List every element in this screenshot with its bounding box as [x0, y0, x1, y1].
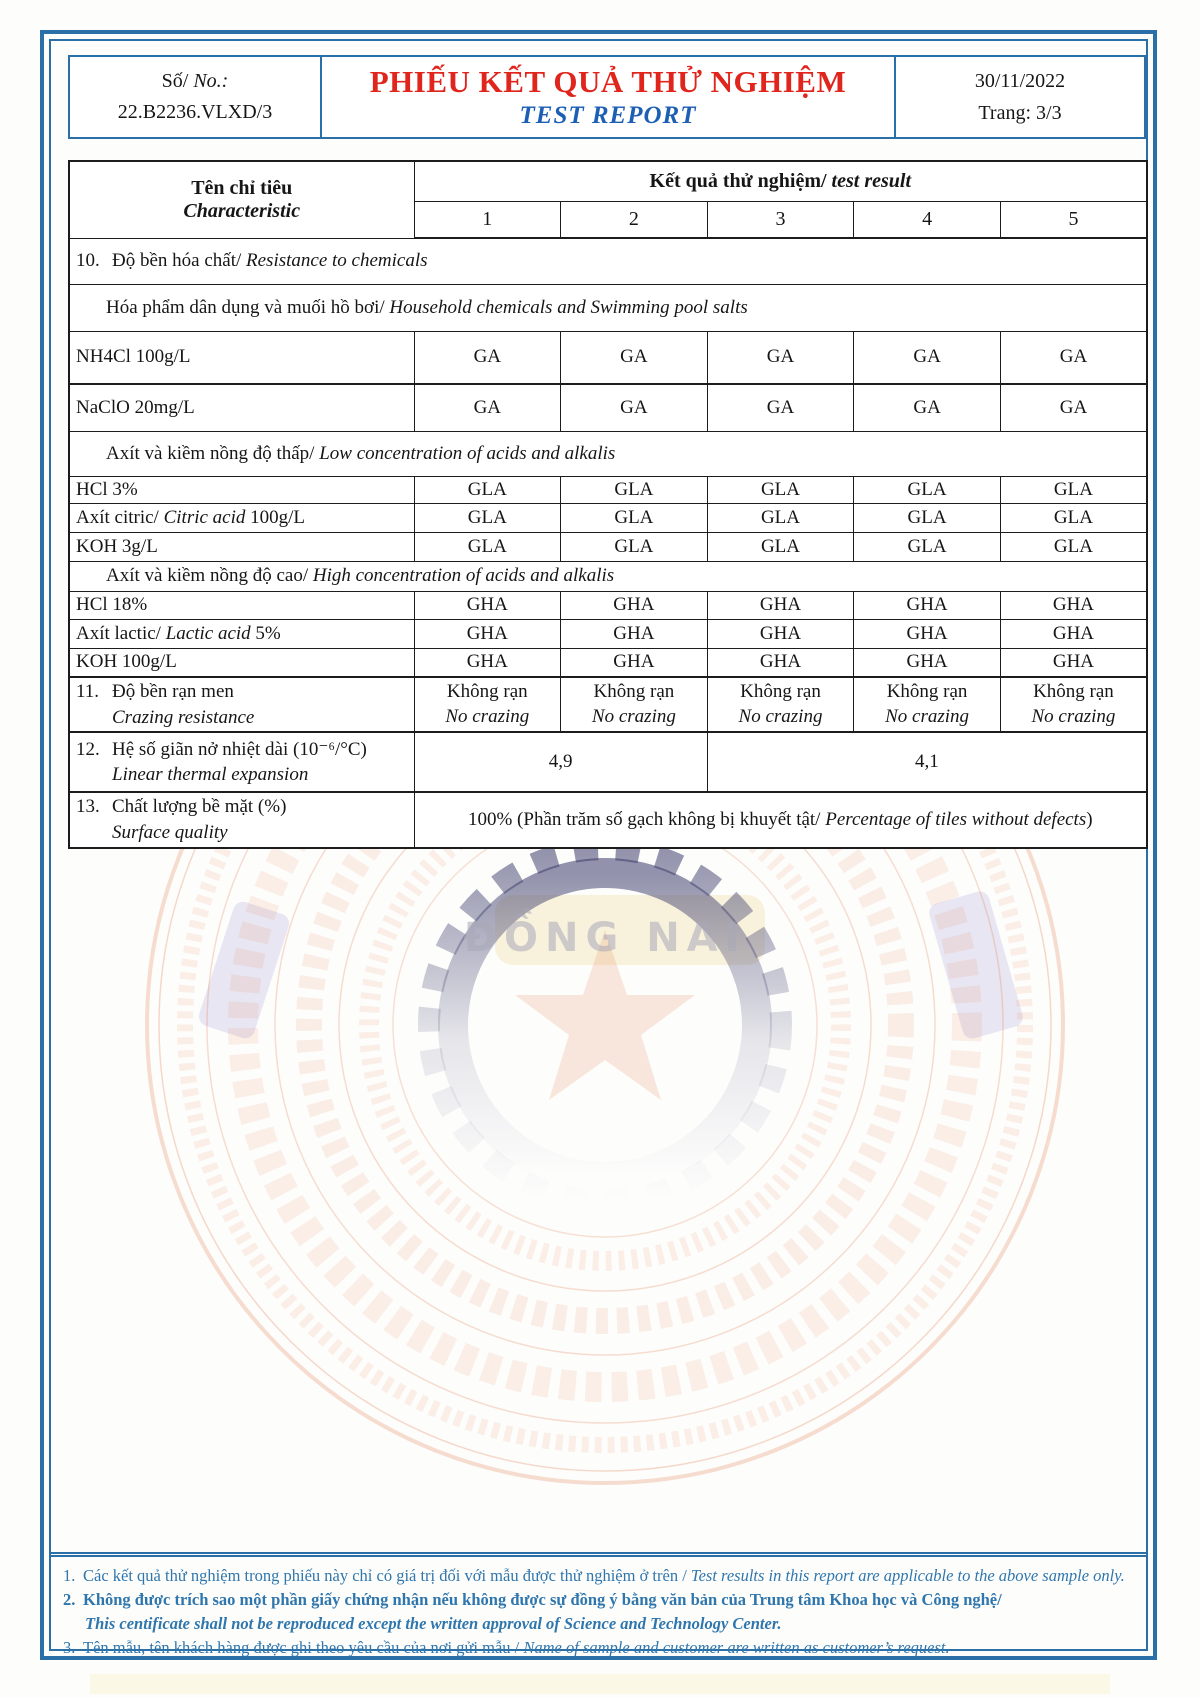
result-cell — [854, 677, 1001, 732]
characteristic-name-suffix: 5% — [250, 622, 281, 644]
characteristic-name: Axít lactic/ — [76, 622, 166, 644]
note-text-vi: Không được trích sao một phần giấy chứng nhận nếu không được sự đồng ý bằng văn bản của Trung tâm Khoa học và Công nghệ/ — [83, 1589, 1002, 1609]
characteristic-name-en: Crazing resistance — [112, 706, 255, 728]
section-row-label — [69, 284, 1147, 331]
result-cell: GLA — [854, 532, 1001, 561]
characteristic-cell — [69, 503, 414, 532]
characteristic-name: KOH 100g/L — [76, 651, 177, 673]
characteristic-cell — [69, 732, 414, 792]
result-cell: GA — [414, 384, 561, 431]
characteristic-cell — [69, 619, 414, 648]
result-cell: GLA — [1000, 476, 1147, 503]
table-row — [69, 503, 1147, 532]
note-number: 1. — [63, 1566, 76, 1585]
report-number-value: 22.B2236.VLXD/3 — [117, 101, 273, 123]
characteristic-name: 11. Độ bền rạn men — [76, 679, 408, 705]
report-title-en: TEST REPORT — [519, 102, 697, 129]
characteristic-name-suffix: 100g/L — [245, 506, 306, 528]
report-date-cell — [896, 57, 1144, 137]
note-number: 2. — [63, 1589, 76, 1609]
section-row-label — [69, 431, 1147, 476]
report-number-cell — [70, 57, 322, 137]
sample-col-4: 4 — [854, 201, 1001, 238]
characteristic-cell — [69, 384, 414, 431]
sample-col-5: 5 — [1000, 201, 1147, 238]
section-label-vi: Hóa phẩm dân dụng và muối hồ bơi/ — [106, 296, 390, 318]
result-en: No crazing — [1031, 705, 1116, 727]
characteristic-name-en: Surface quality — [112, 821, 228, 843]
result-cell: GLA — [1000, 503, 1147, 532]
characteristic-name: 12. Hệ số giãn nở nhiệt dài (10⁻⁶/°C) — [76, 737, 408, 763]
section-label-en: Resistance to chemicals — [246, 250, 428, 272]
note-item — [63, 1588, 1134, 1612]
watermark-text: ĐỒNG NAI — [463, 915, 747, 961]
result-vi: Không rạn — [593, 680, 675, 702]
sample-col-2: 2 — [561, 201, 708, 238]
result-cell-merged: 4,9 — [414, 732, 707, 792]
characteristic-cell — [69, 792, 414, 847]
section-label-en: Low concentration of acids and alkalis — [319, 442, 616, 464]
characteristic-cell — [69, 331, 414, 384]
section-row-label — [69, 561, 1147, 591]
result-cell: GA — [1000, 331, 1147, 384]
report-title-vi: PHIẾU KẾT QUẢ THỬ NGHIỆM — [369, 64, 847, 99]
section-row-label — [69, 238, 1147, 284]
result-en: No crazing — [591, 705, 676, 727]
table-row — [69, 792, 1147, 847]
table-row — [69, 677, 1147, 732]
report-number-label: Số/ No.: — [161, 70, 229, 92]
characteristic-header — [69, 161, 414, 238]
result-cell: GHA — [1000, 591, 1147, 619]
table-header-row — [69, 161, 1147, 201]
result-cell: GHA — [561, 648, 708, 677]
table-row — [69, 284, 1147, 331]
result-en: No crazing — [445, 705, 530, 727]
result-cell: GHA — [854, 648, 1001, 677]
result-en: No crazing — [885, 705, 970, 727]
result-cell: GLA — [707, 532, 854, 561]
characteristic-name-en: Lactic acid — [165, 622, 251, 644]
row-number: 12. — [76, 738, 100, 760]
note-item — [63, 1612, 1134, 1636]
table-row — [69, 238, 1147, 284]
result-vi: Không rạn — [446, 680, 528, 702]
row-number: 13. — [76, 796, 100, 818]
characteristic-header-vi: Tên chỉ tiêu — [191, 176, 293, 199]
section-label-vi: Axít và kiềm nồng độ thấp/ — [106, 442, 320, 464]
characteristic-cell — [69, 532, 414, 561]
characteristic-name: Axít citric/ — [76, 506, 164, 528]
result-cell: GA — [854, 331, 1001, 384]
result-text-suffix: ) — [1086, 808, 1093, 830]
section-number: 10. — [76, 250, 100, 272]
note-text-en: This centificate shall not be reproduced except the written approval of Science and Technology Center. — [85, 1613, 782, 1633]
result-cell: GLA — [561, 476, 708, 503]
page-border-outer — [40, 30, 1157, 1660]
result-cell: GA — [707, 384, 854, 431]
result-cell: GHA — [854, 591, 1001, 619]
note-text-vi: Các kết quả thử nghiệm trong phiếu này chỉ có giá trị đối với mẫu được thử nghiệm ở trên / — [83, 1566, 691, 1585]
result-cell: GHA — [414, 648, 561, 677]
table-row — [69, 431, 1147, 476]
result-header: Kết quả thử nghiệm/ test result — [414, 161, 1147, 201]
characteristic-cell — [69, 648, 414, 677]
result-cell: GLA — [854, 476, 1001, 503]
characteristic-cell — [69, 677, 414, 732]
bottom-scan-strip — [90, 1674, 1110, 1694]
report-page-number: Trang: 3/3 — [978, 102, 1062, 124]
result-cell: GA — [854, 384, 1001, 431]
characteristic-header-en: Characteristic — [183, 199, 301, 222]
report-header — [68, 55, 1146, 139]
result-text-en: Percentage of tiles without defects — [825, 808, 1087, 830]
result-cell: GLA — [414, 476, 561, 503]
characteristic-name: 13. Chất lượng bề mặt (%) — [76, 794, 408, 820]
table-row — [69, 648, 1147, 677]
result-cell: GLA — [414, 503, 561, 532]
table-row — [69, 476, 1147, 503]
result-cell: GA — [707, 331, 854, 384]
characteristic-name: NaClO 20mg/L — [76, 396, 195, 418]
sample-col-3: 3 — [707, 201, 854, 238]
characteristic-name-en: Linear thermal expansion — [112, 764, 309, 786]
result-cell: GHA — [414, 619, 561, 648]
note-item — [63, 1564, 1134, 1588]
result-cell: GLA — [707, 503, 854, 532]
table-row — [69, 384, 1147, 431]
characteristic-cell — [69, 476, 414, 503]
result-cell: GLA — [707, 476, 854, 503]
result-cell — [707, 677, 854, 732]
note-text-vi: Tên mẫu, tên khách hàng được ghi theo yêu cầu của nơi gửi mẫu / — [83, 1637, 524, 1657]
note-text-en: Name of sample and customer are written as customer’s request. — [523, 1637, 950, 1657]
result-text: 100% (Phần trăm số gạch không bị khuyết tật/ — [467, 808, 826, 830]
results-table-body — [69, 238, 1147, 848]
result-cell: GA — [1000, 384, 1147, 431]
note-number: 3. — [63, 1637, 76, 1657]
result-cell: GLA — [561, 503, 708, 532]
section-label-vi: Độ bền hóa chất/ — [112, 250, 247, 272]
result-cell: GHA — [414, 591, 561, 619]
section-label-vi: Axít và kiềm nồng độ cao/ — [106, 565, 313, 586]
table-row — [69, 591, 1147, 619]
result-en: No crazing — [738, 705, 823, 727]
table-row — [69, 561, 1147, 591]
characteristic-name: HCl 3% — [76, 478, 138, 500]
result-cell: GLA — [854, 503, 1001, 532]
result-cell: GHA — [854, 619, 1001, 648]
footer-notes — [51, 1552, 1146, 1657]
characteristic-name: HCl 18% — [76, 594, 148, 615]
result-cell — [1000, 677, 1147, 732]
result-vi: Không rạn — [740, 680, 821, 702]
characteristic-cell — [69, 591, 414, 619]
report-title-cell — [322, 57, 896, 137]
table-row — [69, 532, 1147, 561]
result-cell — [414, 677, 561, 732]
result-cell: GHA — [561, 619, 708, 648]
result-vi: Không rạn — [1033, 680, 1114, 702]
section-label-en: Household chemicals and Swimming pool salts — [389, 296, 748, 318]
row-number: 11. — [76, 681, 100, 702]
characteristic-name: NH4Cl 100g/L — [76, 346, 191, 368]
note-text-en: Test results in this report are applicable to the above sample only. — [690, 1566, 1125, 1585]
result-cell: GA — [414, 331, 561, 384]
table-row — [69, 619, 1147, 648]
page-border-inner — [49, 39, 1148, 1657]
result-cell: GHA — [707, 619, 854, 648]
result-vi: Không rạn — [886, 680, 968, 702]
characteristic-name: KOH 3g/L — [76, 535, 158, 557]
result-cell: GA — [561, 384, 708, 431]
result-cell: GLA — [414, 532, 561, 561]
table-row — [69, 331, 1147, 384]
result-cell: GLA — [1000, 532, 1147, 561]
results-table-wrap — [68, 160, 1146, 849]
table-row — [69, 732, 1147, 792]
section-label-en: High concentration of acids and alkalis — [312, 565, 615, 586]
note-item — [63, 1636, 1134, 1660]
result-cell: GHA — [1000, 619, 1147, 648]
result-cell: GHA — [707, 591, 854, 619]
result-cell: GHA — [561, 591, 708, 619]
result-cell — [561, 677, 708, 732]
result-cell: GHA — [707, 648, 854, 677]
sample-col-1: 1 — [414, 201, 561, 238]
result-cell-merged — [414, 792, 1147, 847]
result-cell: GLA — [561, 532, 708, 561]
results-table — [68, 160, 1148, 849]
report-date: 30/11/2022 — [974, 70, 1066, 92]
result-cell: GHA — [1000, 648, 1147, 677]
result-cell-merged: 4,1 — [707, 732, 1147, 792]
characteristic-name-en: Citric acid — [163, 506, 246, 528]
result-cell: GA — [561, 331, 708, 384]
